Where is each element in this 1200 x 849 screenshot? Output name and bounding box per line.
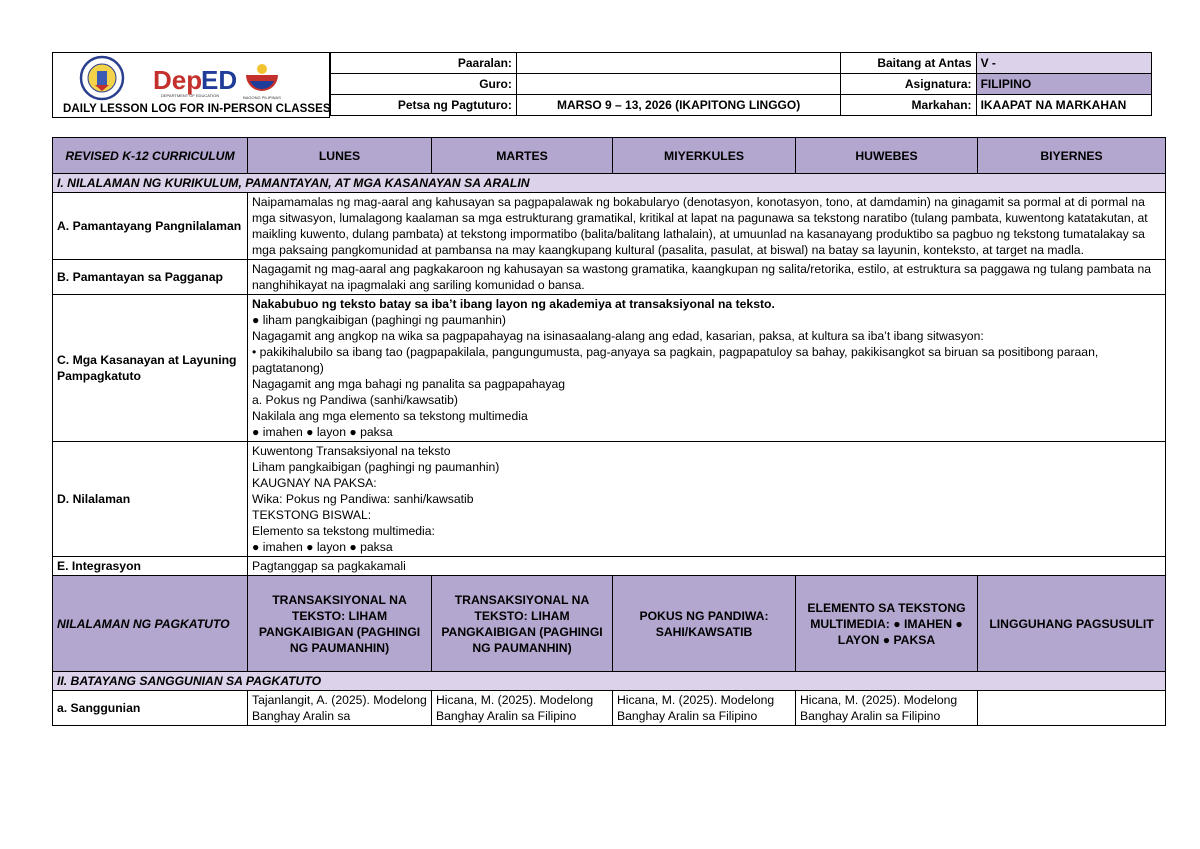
baitang-label: Baitang at Antas — [841, 53, 976, 74]
nilalaman-miyerkules: POKUS NG PANDIWA: SAHI/KAWSATIB — [613, 576, 796, 672]
kasanayan-line: Nagagamit ang angkop na wika sa pagpapahayag na isinasaalang-alang ang edad, kasarian, paksa, at kultura sa iba’t ibang sitwasyon: — [252, 329, 984, 343]
integrasyon-text: Pagtanggap sa pagkakamali — [248, 557, 1166, 576]
svg-text:ED: ED — [201, 65, 238, 95]
sanggunian-miyerkules: Hicana, M. (2025). Modelong Banghay Aralin sa Filipino — [613, 691, 796, 726]
nilalaman-biyernes: LINGGUHANG PAGSUSULIT — [978, 576, 1166, 672]
pamantayan-sa-pagganap-text: Nagagamit ng mag-aaral ang pagkakaroon ng kahusayan sa wastong gramatika, kaangkupan ng salita/retorika, estilo, at estruktura sa paggawa ng tulang pambata na nanghihikayat na ipagmalaki ang sariling komunidad o bansa. — [248, 260, 1166, 295]
section-heading-2: II. BATAYANG SANGGUNIAN SA PAGKATUTO — [53, 672, 1166, 691]
deped-logo-icon — [153, 65, 238, 99]
paaralan-label: Paaralan: — [331, 53, 517, 74]
nilalaman-cell — [248, 442, 1166, 557]
curriculum-header: REVISED K-12 CURRICULUM — [53, 138, 248, 174]
nilalaman-line: Wika: Pokus ng Pandiwa: sanhi/kawsatib — [252, 492, 474, 506]
lesson-log-table — [52, 137, 1166, 726]
nilalaman-line: Elemento sa tekstong multimedia: — [252, 524, 435, 538]
svg-text:BAGONG PILIPINAS: BAGONG PILIPINAS — [243, 95, 281, 100]
mga-kasanayan-cell — [248, 295, 1166, 442]
sanggunian-lunes: Tajanlangit, A. (2025). Modelong Banghay Aralin sa — [248, 691, 432, 726]
nilalaman-line: Kuwentong Transaksiyonal na teksto — [252, 444, 451, 458]
paaralan-value — [516, 53, 840, 74]
kasanayan-line: Nakabubuo ng teksto batay sa iba’t ibang layon ng akademiya at transaksiyonal na teksto. — [252, 297, 775, 311]
nilalaman-line: TEKSTONG BISWAL: — [252, 508, 372, 522]
row-label-pamantayang-pangnilalaman: A. Pamantayang Pangnilalaman — [53, 193, 248, 260]
nilalaman-line: Liham pangkaibigan (paghingi ng paumanhin) — [252, 460, 500, 474]
row-label-nilalaman-ng-pagkatuto: NILALAMAN NG PAGKATUTO — [53, 576, 248, 672]
day-header-biyernes: BIYERNES — [978, 138, 1166, 174]
row-label-mga-kasanayan: C. Mga Kasanayan at Layuning Pampagkatuto — [53, 295, 248, 442]
guro-label: Guro: — [331, 74, 517, 95]
kasanayan-line: Nakilala ang mga elemento sa tekstong multimedia — [252, 409, 528, 423]
markahan-value: IKAAPAT NA MARKAHAN — [976, 95, 1151, 116]
day-header-huwebes: HUWEBES — [796, 138, 978, 174]
pamantayang-pangnilalaman-text: Naipamamalas ng mag-aaral ang kahusayan sa pagpapalawak ng bokabularyo (denotasyon, konotasyon, tono, at damdamin) na ginagamit sa pormal at di pormal na mga sitwasyon, lumalagong kaalaman sa mga estrukturang gramatikal, kritikal at lapat na pagunawa sa tekstong naratibo (tulang pambata, kuwentong katatakutan, at maikling kuwento, dulang pambata) at tekstong impormatibo (balita/balitang lathalain), at umuunlad na kasanayang produktibo sa pagbuo ng tekstong tumatalakay sa mga paksaing pangkomunidad at pambansa na may kaangkupang kultural (pasalita, pasulat, at biswal) na batay sa layunin, konteksto, at target na madla. — [248, 193, 1166, 260]
svg-text:Dep: Dep — [153, 65, 203, 95]
svg-text:DEPARTMENT OF EDUCATION: DEPARTMENT OF EDUCATION — [161, 93, 220, 98]
deped-seal-icon — [79, 55, 125, 101]
nilalaman-line: KAUGNAY NA PAKSA: — [252, 476, 377, 490]
guro-value — [516, 74, 840, 95]
kasanayan-line: a. Pokus ng Pandiwa (sanhi/kawsatib) — [252, 393, 458, 407]
petsa-value: MARSO 9 – 13, 2026 (IKAPITONG LINGGO) — [516, 95, 840, 116]
row-label-nilalaman: D. Nilalaman — [53, 442, 248, 557]
day-header-lunes: LUNES — [248, 138, 432, 174]
day-header-miyerkules: MIYERKULES — [613, 138, 796, 174]
petsa-label: Petsa ng Pagtuturo: — [331, 95, 517, 116]
row-label-integrasyon: E. Integrasyon — [53, 557, 248, 576]
header — [52, 52, 1152, 118]
section-heading-1: I. NILALAMAN NG KURIKULUM, PAMANTAYAN, AT MGA KASANAYAN SA ARALIN — [53, 174, 1166, 193]
header-info-table — [330, 52, 1152, 116]
page-title: DAILY LESSON LOG FOR IN-PERSON CLASSES — [63, 103, 331, 115]
asignatura-label: Asignatura: — [841, 74, 976, 95]
nilalaman-martes: TRANSAKSIYONAL NA TEKSTO: LIHAM PANGKAIBIGAN (PAGHINGI NG PAUMANHIN) — [432, 576, 613, 672]
kasanayan-line: • pakikihalubilo sa ibang tao (pagpapakilala, pangungumusta, pag-anyaya sa pagkain, pagpapatuloy sa bahay, pakikisangkot sa biruan sa positibong paraan, pagtatanong) — [252, 345, 1099, 375]
sanggunian-martes: Hicana, M. (2025). Modelong Banghay Aralin sa Filipino — [432, 691, 613, 726]
sanggunian-biyernes — [978, 691, 1166, 726]
kasanayan-line: ● liham pangkaibigan (paghingi ng paumanhin) — [252, 313, 506, 327]
asignatura-value: FILIPINO — [976, 74, 1151, 95]
baitang-value: V - — [976, 53, 1151, 74]
day-header-martes: MARTES — [432, 138, 613, 174]
nilalaman-line: ● imahen ● layon ● paksa — [252, 540, 393, 554]
kasanayan-line: ● imahen ● layon ● paksa — [252, 425, 393, 439]
bagong-pilipinas-logo-icon — [239, 55, 285, 101]
markahan-label: Markahan: — [841, 95, 976, 116]
nilalaman-huwebes: ELEMENTO SA TEKSTONG MULTIMEDIA: ● IMAHEN ● LAYON ● PAKSA — [796, 576, 978, 672]
kasanayan-line: Nagagamit ang mga bahagi ng panalita sa pagpapahayag — [252, 377, 566, 391]
logo-block — [52, 52, 330, 118]
nilalaman-lunes: TRANSAKSIYONAL NA TEKSTO: LIHAM PANGKAIBIGAN (PAGHINGI NG PAUMANHIN) — [248, 576, 432, 672]
sanggunian-huwebes: Hicana, M. (2025). Modelong Banghay Aralin sa Filipino — [796, 691, 978, 726]
row-label-pamantayan-sa-pagganap: B. Pamantayan sa Pagganap — [53, 260, 248, 295]
row-label-sanggunian: a. Sanggunian — [53, 691, 248, 726]
